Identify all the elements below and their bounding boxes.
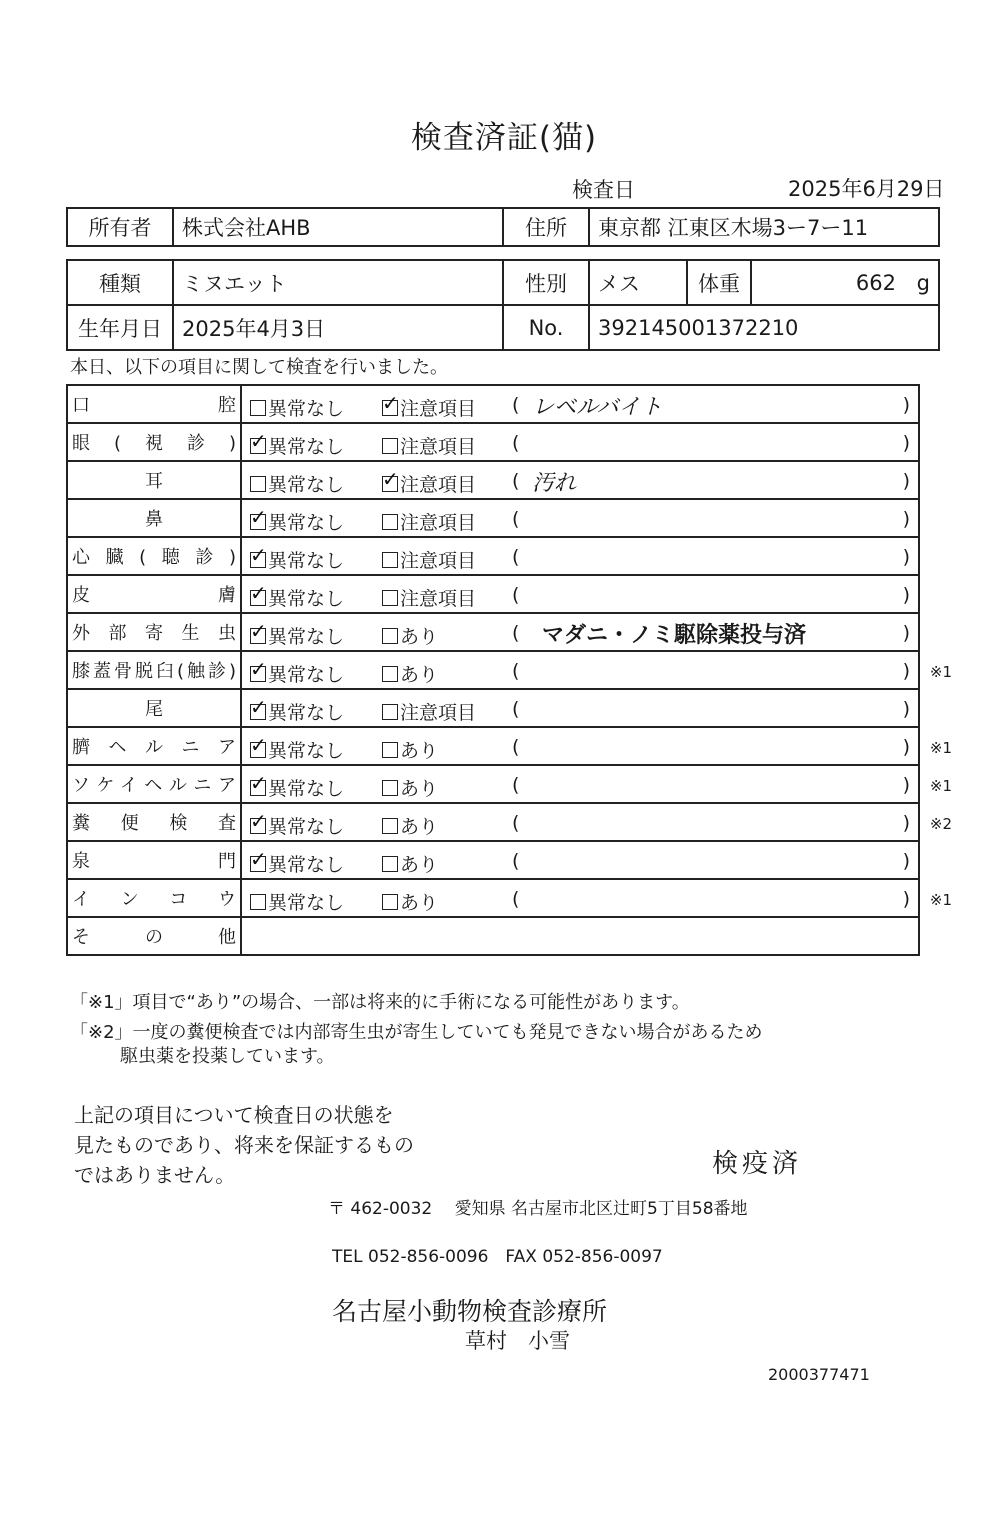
open-paren: ( (512, 660, 520, 682)
exam-result (241, 651, 952, 689)
exam-result (241, 879, 952, 917)
breed-value: ミヌエット (173, 260, 503, 305)
option-label: 異常なし (268, 892, 345, 914)
open-paren: ( (512, 736, 520, 758)
option-secondary[interactable] (382, 888, 438, 915)
address-label: 住所 (503, 208, 589, 246)
option-label: 注意項目 (400, 588, 477, 610)
option-no-abnormality[interactable] (250, 812, 344, 839)
checkbox-icon[interactable] (382, 514, 398, 530)
option-label: 注意項目 (400, 702, 477, 724)
birth-label: 生年月日 (67, 305, 173, 350)
exam-item-label: インコウ (67, 879, 241, 917)
option-no-abnormality[interactable] (250, 546, 344, 573)
exam-comment: 汚れ (532, 471, 577, 496)
exam-row (67, 727, 919, 765)
footnote-mark: ※1 (929, 663, 952, 681)
exam-item-label: 膝蓋骨脱臼(触診) (67, 651, 241, 689)
option-label: 注意項目 (400, 474, 477, 496)
checkbox-icon[interactable] (250, 552, 266, 568)
veterinarian-name: 草村 小雪 (465, 1329, 570, 1353)
exam-row (67, 461, 919, 499)
footnote-mark: ※1 (929, 739, 952, 757)
exam-result (241, 841, 919, 879)
checkbox-icon[interactable] (382, 590, 398, 606)
close-paren: ) (902, 432, 910, 454)
exam-item-label: 口腔 (67, 385, 241, 423)
option-label: 異常なし (268, 854, 345, 876)
close-paren: ) (902, 470, 910, 492)
open-paren: ( (512, 508, 520, 530)
open-paren: ( (512, 432, 520, 454)
no-label: No. (503, 305, 589, 350)
exam-row (67, 651, 919, 689)
owner-table (66, 207, 940, 247)
exam-row (67, 841, 919, 879)
option-label: 異常なし (268, 664, 345, 686)
footnote-mark: ※2 (929, 815, 952, 833)
option-secondary[interactable] (382, 584, 476, 611)
other-value (241, 917, 919, 955)
option-label: あり (400, 816, 439, 838)
owner-label: 所有者 (67, 208, 173, 246)
option-label: 異常なし (268, 816, 345, 838)
exam-row (67, 765, 919, 803)
weight-value: 662 (855, 270, 896, 295)
option-label: 注意項目 (400, 550, 477, 572)
checkbox-icon[interactable] (382, 666, 398, 682)
checkbox-icon[interactable] (250, 514, 266, 530)
disclaimer (74, 1100, 414, 1190)
checkbox-icon[interactable] (250, 780, 266, 796)
option-secondary[interactable] (382, 736, 438, 763)
no-value: 392145001372210 (589, 305, 939, 350)
footnote-mark: ※1 (929, 777, 952, 795)
open-paren: ( (512, 698, 520, 720)
option-label: 異常なし (268, 474, 345, 496)
option-secondary[interactable] (382, 622, 438, 649)
checkbox-icon[interactable] (250, 894, 266, 910)
exam-item-label: 臍ヘルニア (67, 727, 241, 765)
checkbox-icon[interactable] (382, 704, 398, 720)
option-label: あり (400, 626, 439, 648)
option-no-abnormality[interactable] (250, 584, 344, 611)
option-label: あり (400, 892, 439, 914)
exam-comment: マダニ・ノミ駆除薬投与済 (542, 623, 807, 648)
animal-table (66, 259, 940, 351)
note-1: 「※1」項目で“あり”の場合、一部は将来的に手術になる可能性があります。 (70, 992, 690, 1013)
exam-result (241, 385, 919, 423)
checkbox-icon[interactable] (382, 476, 398, 492)
exam-row (67, 879, 919, 917)
option-label: あり (400, 740, 439, 762)
option-label: 異常なし (268, 512, 345, 534)
breed-label: 種類 (67, 260, 173, 305)
option-no-abnormality[interactable] (250, 888, 344, 915)
checkbox-icon[interactable] (250, 666, 266, 682)
exam-item-label: ソケイヘルニア (67, 765, 241, 803)
close-paren: ) (902, 546, 910, 568)
option-label: 異常なし (268, 778, 345, 800)
open-paren: ( (512, 584, 520, 606)
exam-item-label: 眼(視診) (67, 423, 241, 461)
option-no-abnormality[interactable] (250, 736, 344, 763)
checkbox-icon[interactable] (382, 438, 398, 454)
exam-result (241, 461, 919, 499)
option-no-abnormality[interactable] (250, 698, 344, 725)
checkbox-icon[interactable] (382, 400, 398, 416)
checkbox-icon[interactable] (382, 818, 398, 834)
exam-row (67, 385, 919, 423)
exam-row (67, 499, 919, 537)
option-label: 異常なし (268, 626, 345, 648)
checkbox-icon[interactable] (250, 628, 266, 644)
option-no-abnormality[interactable] (250, 774, 344, 801)
exam-result (241, 613, 919, 651)
exam-item-label: 糞便検査 (67, 803, 241, 841)
exam-result (241, 803, 952, 841)
open-paren: ( (512, 774, 520, 796)
exam-result (241, 765, 952, 803)
close-paren: ) (902, 736, 910, 758)
option-no-abnormality[interactable] (250, 622, 344, 649)
checkbox-icon[interactable] (250, 476, 266, 492)
note-2-continued: 駆虫薬を投薬しています。 (120, 1046, 335, 1067)
option-secondary[interactable] (382, 394, 476, 421)
checkbox-icon[interactable] (382, 552, 398, 568)
exam-item-label: 泉門 (67, 841, 241, 879)
open-paren: ( (512, 888, 520, 910)
checkbox-icon[interactable] (250, 742, 266, 758)
exam-item-label: 外部寄生虫 (67, 613, 241, 651)
exam-row (67, 613, 919, 651)
checkbox-icon[interactable] (250, 438, 266, 454)
option-no-abnormality[interactable] (250, 470, 344, 497)
option-label: あり (400, 664, 439, 686)
quarantine-stamp-text: 検疫済 (712, 1149, 803, 1179)
exam-comment: レベルバイト (532, 395, 663, 420)
option-label: 異常なし (268, 398, 345, 420)
open-paren: ( (512, 546, 520, 568)
option-secondary[interactable] (382, 546, 476, 573)
option-label: 注意項目 (400, 436, 477, 458)
serial-number: 2000377471 (768, 1365, 870, 1384)
option-no-abnormality[interactable] (250, 394, 344, 421)
checkbox-icon[interactable] (382, 856, 398, 872)
checkbox-icon[interactable] (250, 400, 266, 416)
exam-item-label: 鼻 (67, 499, 241, 537)
document-title: 検査済証(猫) (410, 120, 598, 156)
option-label: 異常なし (268, 550, 345, 572)
option-label: あり (400, 854, 439, 876)
checkbox-icon[interactable] (250, 590, 266, 606)
close-paren: ) (902, 812, 910, 834)
sex-value: メス (589, 260, 687, 305)
open-paren: ( (512, 470, 520, 492)
option-label: あり (400, 778, 439, 800)
exam-date-label: 検査日 (572, 178, 635, 202)
option-secondary[interactable] (382, 470, 476, 497)
disclaimer-line: 見たものであり、将来を保証するもの (74, 1133, 414, 1157)
open-paren: ( (512, 850, 520, 872)
intro-text: 本日、以下の項目に関して検査を行いました。 (70, 357, 448, 378)
open-paren: ( (512, 394, 520, 416)
close-paren: ) (902, 622, 910, 644)
birth-value: 2025年4月3日 (173, 305, 503, 350)
open-paren: ( (512, 622, 520, 644)
option-secondary[interactable] (382, 698, 476, 725)
close-paren: ) (902, 774, 910, 796)
option-no-abnormality[interactable] (250, 850, 344, 877)
close-paren: ) (902, 394, 910, 416)
option-secondary[interactable] (382, 812, 438, 839)
checkbox-icon[interactable] (382, 894, 398, 910)
option-secondary[interactable] (382, 432, 476, 459)
exam-row (67, 803, 919, 841)
other-label: その他 (67, 917, 241, 955)
exam-row (67, 689, 919, 727)
option-no-abnormality[interactable] (250, 660, 344, 687)
exam-result (241, 499, 919, 537)
clinic-phone-fax: TEL 052-856-0096 FAX 052-856-0097 (332, 1247, 663, 1267)
open-paren: ( (512, 812, 520, 834)
note-2: 「※2」一度の糞便検査では内部寄生虫が寄生していても発見できない場合があるため (70, 1022, 763, 1043)
checkbox-icon[interactable] (382, 628, 398, 644)
checkbox-icon[interactable] (250, 818, 266, 834)
option-secondary[interactable] (382, 508, 476, 535)
exam-table (66, 384, 952, 956)
exam-result (241, 689, 919, 727)
weight-unit: g (916, 270, 930, 295)
exam-item-label: 心臓(聴診) (67, 537, 241, 575)
exam-item-label: 耳 (67, 461, 241, 499)
exam-item-label: 尾 (67, 689, 241, 727)
option-label: 注意項目 (400, 398, 477, 420)
option-label: 異常なし (268, 702, 345, 724)
exam-item-label: 皮膚 (67, 575, 241, 613)
exam-result (241, 423, 919, 461)
sex-label: 性別 (503, 260, 589, 305)
option-label: 異常なし (268, 588, 345, 610)
exam-row (67, 537, 919, 575)
option-no-abnormality[interactable] (250, 432, 344, 459)
exam-result (241, 727, 952, 765)
exam-date: 2025年6月29日 (788, 177, 945, 201)
weight-label: 体重 (687, 260, 751, 305)
disclaimer-line: ではありません。 (74, 1163, 236, 1187)
option-secondary[interactable] (382, 850, 438, 877)
checkbox-icon[interactable] (250, 856, 266, 872)
close-paren: ) (902, 508, 910, 530)
owner-value: 株式会社AHB (173, 208, 503, 246)
option-secondary[interactable] (382, 660, 438, 687)
footnote-mark: ※1 (929, 891, 952, 909)
exam-row (67, 575, 919, 613)
option-label: 注意項目 (400, 512, 477, 534)
close-paren: ) (902, 888, 910, 910)
checkbox-icon[interactable] (382, 742, 398, 758)
option-label: 異常なし (268, 740, 345, 762)
option-label: 異常なし (268, 436, 345, 458)
owner-address: 東京都 江東区木場3ー7ー11 (589, 208, 939, 246)
close-paren: ) (902, 660, 910, 682)
close-paren: ) (902, 584, 910, 606)
checkbox-icon[interactable] (250, 704, 266, 720)
option-secondary[interactable] (382, 774, 438, 801)
exam-row (67, 423, 919, 461)
close-paren: ) (902, 850, 910, 872)
option-no-abnormality[interactable] (250, 508, 344, 535)
exam-result (241, 537, 919, 575)
clinic-address: 〒 462-0032 愛知県 名古屋市北区辻町5丁目58番地 (328, 1199, 748, 1219)
clinic-name: 名古屋小動物検査診療所 (332, 1297, 608, 1326)
checkbox-icon[interactable] (382, 780, 398, 796)
close-paren: ) (902, 698, 910, 720)
exam-result (241, 575, 919, 613)
disclaimer-line: 上記の項目について検査日の状態を (74, 1103, 394, 1127)
